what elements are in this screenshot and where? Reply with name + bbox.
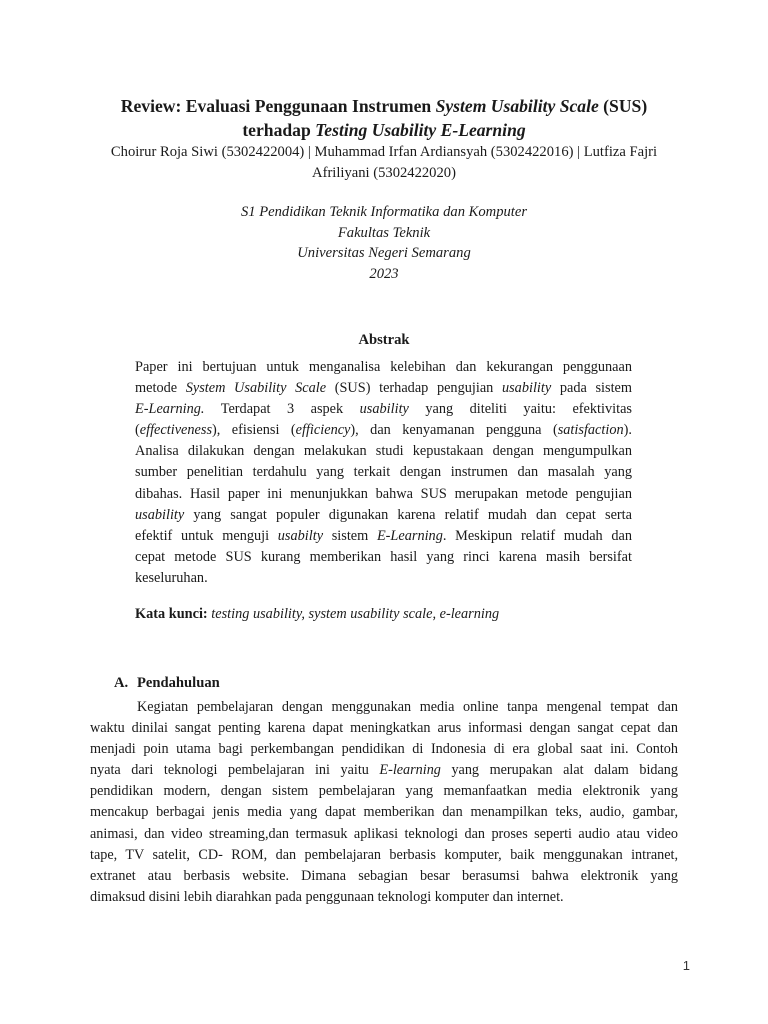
text-line — [135, 505, 632, 526]
text-run: mencakup berbagai jenis media yang dapat memberikan dan menampilkan teks, audio, gambar, — [90, 804, 678, 821]
text-run: nyata dari teknologi pembelajaran ini yaitu — [90, 762, 380, 779]
text-line — [135, 441, 632, 462]
text-line — [90, 802, 678, 823]
text-line — [135, 526, 632, 547]
author-line-1: Choirur Roja Siwi (5302422004) | Muhammad Irfan Ardiansyah (5302422016) | Lutfiza Fajri — [110, 144, 658, 160]
italic-term: usability — [359, 401, 409, 418]
text-line — [135, 420, 632, 441]
text-line — [90, 866, 678, 887]
text-line — [90, 697, 678, 718]
text-run: sumber penelitian terdahulu yang terkait dengan instrumen dan masalah yang — [135, 464, 632, 481]
italic-term: efficiency — [295, 422, 351, 439]
text-run: . Meskipun relatif mudah dan — [442, 527, 633, 544]
text-run: cepat metode SUS kurang memberikan hasil yang rinci karena masih bersifat — [135, 548, 632, 565]
text-run: metode — [135, 380, 186, 397]
text-run: Analisa dilakukan dengan melakukan studi kepustakaan dengan mengumpulkan — [135, 443, 632, 460]
text-run: efektif untuk menguji — [135, 527, 278, 544]
abstract-heading: Abstrak — [358, 332, 410, 348]
section-title: Pendahuluan — [137, 675, 220, 691]
italic-term: satisfaction — [557, 422, 624, 439]
text-run: ( — [135, 422, 140, 439]
affiliation-program: S1 Pendidikan Teknik Informatika dan Komputer — [240, 204, 528, 220]
section-letter: A. — [114, 675, 129, 691]
keywords-value: testing usability, system usability scale, e-learning — [207, 606, 500, 622]
text-run: keseluruhan. — [135, 569, 208, 586]
text-line — [135, 462, 632, 483]
text-run: pendidikan modern, dengan sistem pembelajaran yang memanfaatkan media elektronik yang — [90, 783, 678, 800]
section-heading — [114, 673, 220, 693]
affiliation-university: Universitas Negeri Semarang — [297, 245, 471, 262]
text-run: extranet atau berbasis website. Dimana sebagian besar berasumsi bahwa elektronik yang — [90, 867, 678, 884]
italic-term: usabilty — [277, 527, 324, 544]
text-line — [135, 484, 632, 505]
text-run: tape, TV satelit, CD- ROM, dan pembelajaran berbasis komputer, baik menggunakan intranet, — [90, 846, 678, 863]
affiliation-block — [160, 202, 608, 285]
text-run: ). — [623, 422, 632, 439]
author-list — [95, 142, 673, 184]
text-run: yang merupakan alat dalam bidang — [440, 762, 678, 779]
text-run: (SUS) terhadap pengujian — [326, 380, 502, 397]
text-line — [90, 718, 678, 739]
text-line — [90, 781, 678, 802]
text-run: waktu dinilai sangat penting karena dapat meningkatkan arus informasi dengan sangat cepat dan — [90, 720, 678, 737]
text-run: ), dan kenyamanan pengguna ( — [350, 422, 558, 439]
text-run: yang diteliti yaitu: efektivitas — [408, 401, 632, 418]
text-run: yang sangat populer digunakan karena relatif mudah dan cepat serta — [184, 506, 632, 523]
text-run: Kegiatan pembelajaran dengan menggunakan media online tanpa mengenal tempat dan — [137, 699, 678, 715]
paper-title-line-2: terhadap Testing Usability E-Learning — [242, 120, 526, 140]
text-run: sistem — [323, 527, 377, 544]
paper-title-line-1: Review: Evaluasi Penggunaan Instrumen System Usability Scale (SUS) — [120, 96, 648, 116]
text-run: pada sistem — [551, 380, 633, 397]
text-line — [135, 568, 632, 589]
author-line-2: Afriliyani (5302422020) — [312, 165, 456, 181]
keywords-label: Kata kunci: — [135, 606, 208, 622]
italic-term: E-Learning — [376, 527, 443, 544]
keywords — [135, 604, 632, 625]
page-number: 1 — [682, 958, 690, 973]
text-line — [135, 399, 632, 420]
italic-term: E-learning — [379, 762, 441, 779]
affiliation-year: 2023 — [369, 266, 399, 283]
text-line — [90, 760, 678, 781]
italic-term: System Usability Scale — [185, 380, 327, 397]
text-run: Paper ini bertujuan untuk menganalisa kelebihan dan kekurangan penggunaan — [135, 359, 632, 375]
affiliation-faculty: Fakultas Teknik — [337, 224, 431, 241]
text-line — [90, 824, 678, 845]
text-line — [135, 547, 632, 568]
section-body — [90, 697, 678, 908]
text-line — [135, 357, 632, 378]
text-line — [135, 378, 632, 399]
italic-term: effectiveness — [139, 422, 213, 439]
text-run: dimaksud disini lebih diarahkan pada penggunaan teknologi komputer dan internet. — [90, 888, 564, 905]
text-line — [90, 845, 678, 866]
italic-term: usability — [501, 380, 552, 397]
abstract-body — [135, 357, 632, 589]
text-run: Terdapat 3 aspek — [204, 401, 360, 418]
text-line — [90, 739, 678, 760]
text-run: menjadi poin utama bagi perkembangan pendidikan di Indonesia di era global saat ini. Contoh — [90, 741, 678, 758]
text-run: ), efisiensi ( — [212, 422, 296, 439]
text-line — [90, 887, 678, 908]
italic-term: usability — [135, 506, 185, 523]
text-run: animasi, dan video streaming,dan termasuk aplikasi teknologi dan proses seperti audio atau video — [90, 825, 678, 842]
text-run: dibahas. Hasil paper ini menunjukkan bahwa SUS merupakan metode pengujian — [135, 485, 632, 502]
italic-term: E-Learning. — [135, 401, 205, 418]
